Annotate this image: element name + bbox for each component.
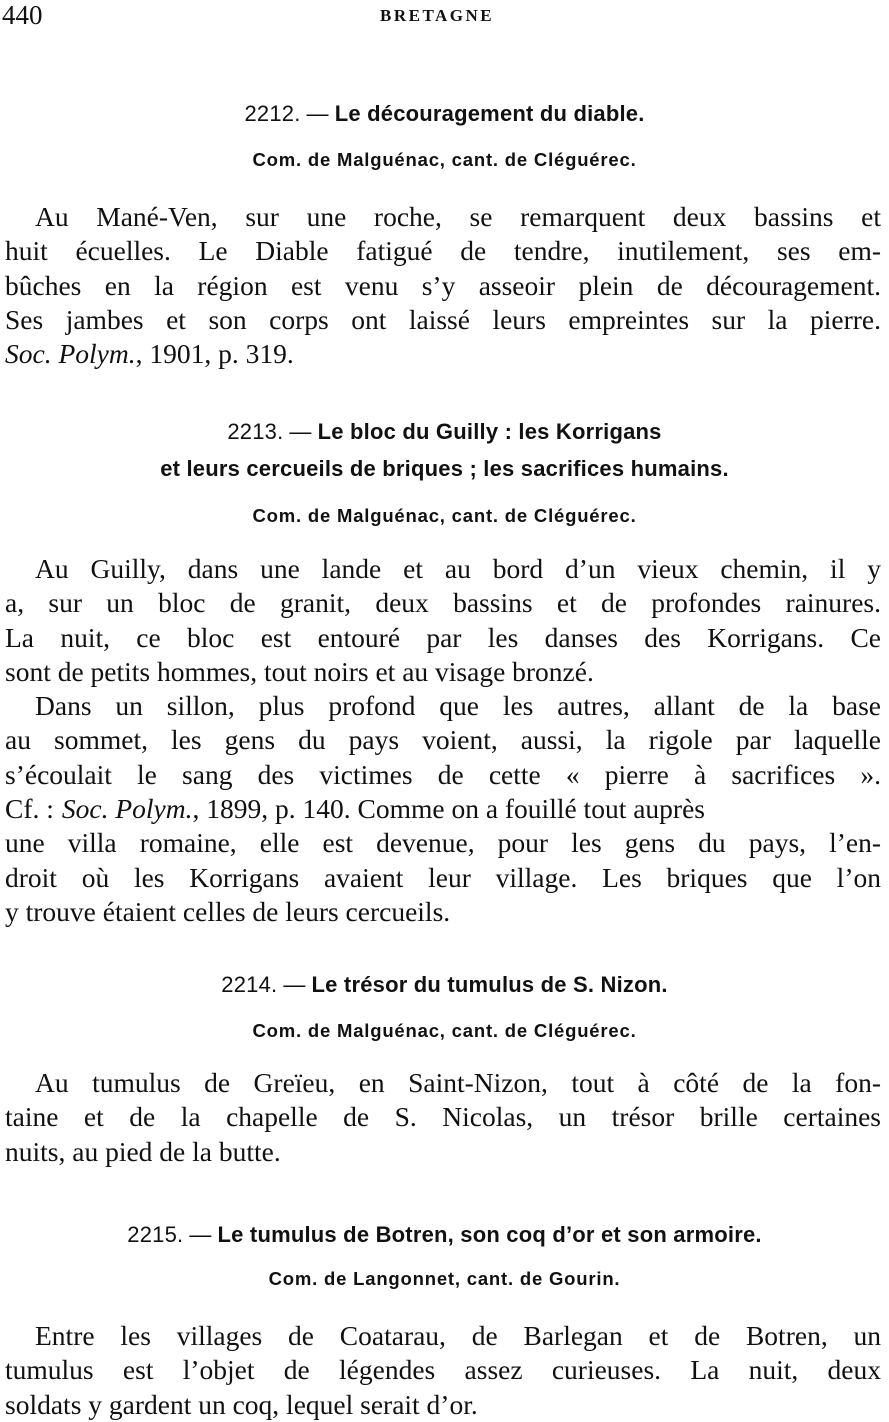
entry-2213-title-continued: et leurs cercueils de briques ; les sacrifices humains.	[160, 456, 729, 481]
entry-number: 2213.	[227, 419, 284, 444]
entry-dash: —	[306, 101, 329, 126]
entry-2213-title	[0, 414, 889, 450]
reference-journal: Soc. Polym.	[61, 793, 193, 825]
entry-dash: —	[189, 1222, 212, 1247]
text-line: huit écuelles. Le Diable fatigué de tendre, inutilement, ses em-	[5, 235, 881, 267]
entry-2212-locality: Com. de Malguénac, cant. de Cléguérec.	[252, 149, 637, 170]
text-line: Ses jambes et son corps ont laissé leurs empreintes sur la pierre.	[5, 303, 881, 335]
reference-detail: , 1901, p. 319.	[135, 338, 294, 370]
text-line: bûches en la région est venu s’y asseoir plein de découragement.	[5, 269, 881, 301]
text-line: La nuit, ce bloc est entouré par les danses des Korrigans. Ce	[5, 621, 881, 653]
page-number: 440	[2, 0, 43, 30]
entry-title-text: Le tumulus de Botren, son coq d’or et son armoire.	[217, 1222, 762, 1247]
entry-2214-locality: Com. de Malguénac, cant. de Cléguérec.	[252, 1020, 637, 1041]
entry-2213-body	[5, 552, 881, 929]
text-line: au sommet, les gens du pays voient, aussi, la rigole par laquelle	[5, 724, 881, 756]
text-line: nuits, au pied de la butte.	[5, 1135, 281, 1167]
text-line: y trouve étaient celles de leurs cercueils.	[5, 895, 451, 927]
reference-line	[5, 337, 881, 371]
text-line: une villa romaine, elle est devenue, pour les gens du pays, l’en-	[5, 827, 881, 859]
entry-2212-title	[0, 96, 889, 132]
entry-2214-body	[5, 1066, 881, 1169]
text-line: Au Mané-Ven, sur une roche, se remarquent deux bassins et	[35, 201, 881, 232]
entry-number: 2215.	[127, 1222, 184, 1247]
text-line: droit où les Korrigans avaient leur village. Les briques que l’on	[5, 861, 881, 893]
entry-2215-title	[0, 1217, 889, 1253]
entry-2212-body	[5, 200, 881, 371]
entry-number: 2214.	[221, 972, 278, 997]
text-line: Dans un sillon, plus profond que les autres, allant de la base	[35, 690, 881, 722]
entry-2215-locality: Com. de Langonnet, cant. de Gourin.	[268, 1268, 621, 1289]
entry-dash: —	[289, 419, 312, 444]
entry-title-text: Le bloc du Guilly : les Korrigans	[317, 419, 662, 444]
entry-2213-locality: Com. de Malguénac, cant. de Cléguérec.	[252, 505, 637, 526]
text-line: taine et de la chapelle de S. Nicolas, un trésor brille certaines	[5, 1101, 881, 1133]
reference-detail: , 1899, p. 140. Comme on a fouillé tout auprès	[192, 793, 705, 825]
text-line: soldats y gardent un coq, lequel serait d’or.	[5, 1388, 478, 1420]
entry-title-text: Le trésor du tumulus de S. Nizon.	[311, 972, 668, 997]
entry-number: 2212.	[244, 101, 301, 126]
running-title: BRETAGNE	[380, 6, 495, 25]
entry-dash: —	[283, 972, 306, 997]
running-head	[0, 0, 889, 34]
entry-2215-body	[5, 1319, 881, 1422]
text-line: sont de petits hommes, tout noirs et au visage bronzé.	[5, 655, 594, 687]
text-line: Au Guilly, dans une lande et au bord d’un vieux chemin, il y	[35, 553, 881, 584]
text-line: Au tumulus de Greïeu, en Saint-Nizon, tout à côté de la fon-	[35, 1067, 881, 1098]
reference-line	[5, 792, 881, 826]
entry-title-text: Le découragement du diable.	[334, 101, 645, 126]
text-line: Entre les villages de Coatarau, de Barlegan et de Botren, un	[35, 1320, 881, 1351]
entry-2214-title	[0, 967, 889, 1003]
text-line: a, sur un bloc de granit, deux bassins et de profondes rainures.	[5, 587, 881, 619]
text-line: s’écoulait le sang des victimes de cette « pierre à sacrifices ».	[5, 758, 881, 790]
reference-journal: Soc. Polym.	[5, 338, 136, 370]
reference-prefix: Cf. :	[5, 793, 54, 825]
text-line: tumulus est l’objet de légendes assez curieuses. La nuit, deux	[5, 1354, 881, 1386]
